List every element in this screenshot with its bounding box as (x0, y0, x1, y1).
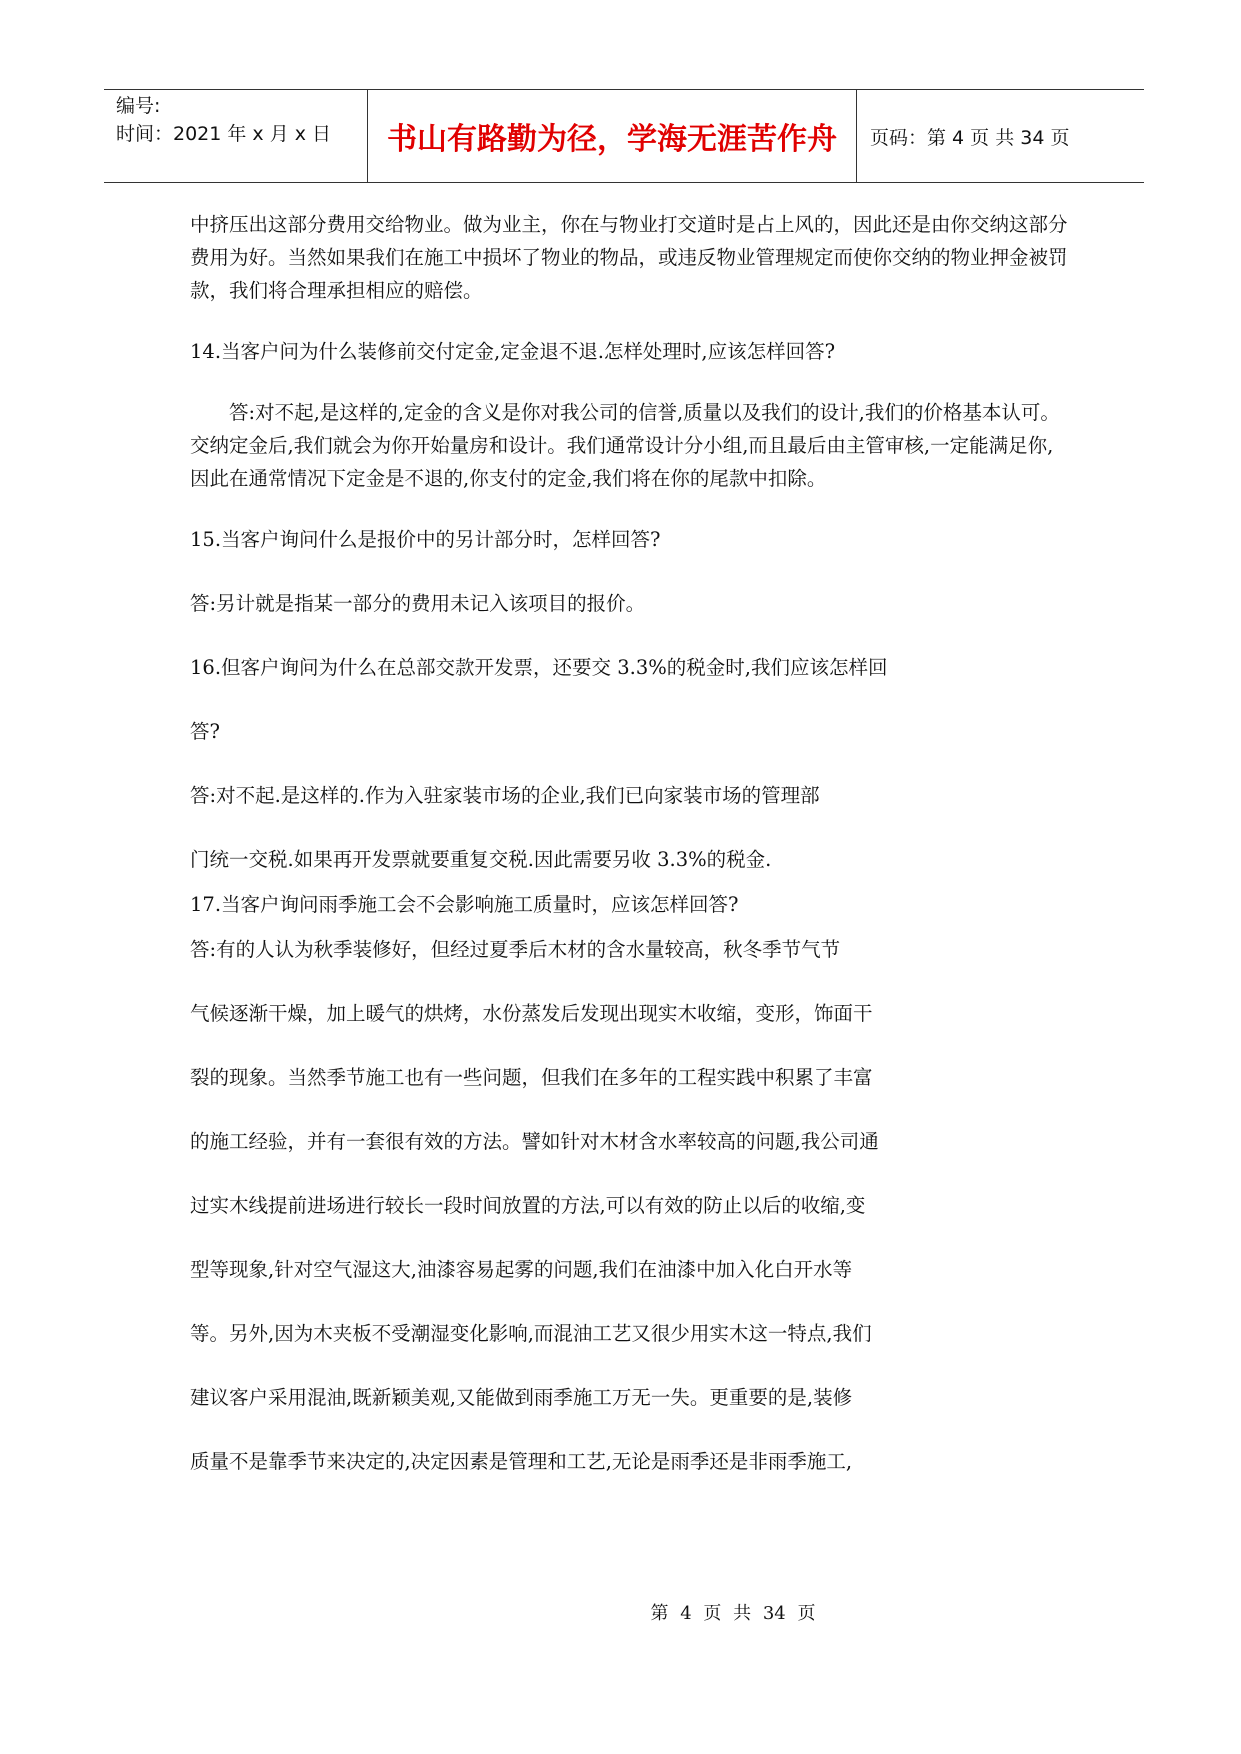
page-footer: 第 4 页 共 34 页 (650, 1603, 816, 1624)
header-meta (116, 92, 366, 148)
question-heading: 16.但客户询问为什么在总部交款开发票，还要交 3.3%的税金时,我们应该怎样回 (190, 656, 888, 679)
question-heading: 14.当客户问为什么装修前交付定金,定金退不退.怎样处理时,应该怎样回答? (190, 340, 836, 363)
question-heading-continued: 答? (190, 720, 220, 743)
answer-line: 质量不是靠季节来决定的,决定因素是管理和工艺,无论是雨季还是非雨季施工, (190, 1450, 853, 1473)
answer-paragraph: 答:另计就是指某一部分的费用未记入该项目的报价。 (190, 592, 646, 615)
paragraph: 中挤压出这部分费用交给物业。做为业主，你在与物业打交道时是占上风的，因此还是由你交纳这部分费用为好。当然如果我们在施工中损坏了物业的物品，或违反物业管理规定而使你交纳的物业押金被罚款，我们将合理承担相应的赔偿。 (190, 213, 1068, 302)
answer-line: 裂的现象。当然季节施工也有一些问题，但我们在多年的工程实践中积累了丰富 (190, 1066, 873, 1089)
answer-line: 答:对不起.是这样的.作为入驻家装市场的企业,我们已向家装市场的管理部 (190, 784, 820, 807)
header-divider (856, 90, 857, 182)
answer-line: 的施工经验，并有一套很有效的方法。譬如针对木材含水率较高的问题,我公司通 (190, 1130, 879, 1153)
document-number-label: 编号: (116, 95, 161, 117)
page-header (104, 89, 1144, 183)
header-page-number: 页码：第 4 页 共 34 页 (870, 126, 1070, 149)
document-time-label: 时间：2021 年 x 月 x 日 (116, 123, 332, 145)
answer-line: 等。另外,因为木夹板不受潮湿变化影响,而混油工艺又很少用实木这一特点,我们 (190, 1322, 872, 1345)
answer-line: 建议客户采用混油,既新颖美观,又能做到雨季施工万无一失。更重要的是,装修 (190, 1386, 853, 1409)
answer-line: 答:有的人认为秋季装修好，但经过夏季后木材的含水量较高，秋冬季节气节 (190, 938, 841, 961)
answer-line: 气候逐渐干燥，加上暖气的烘烤，水份蒸发后发现出现实木收缩，变形，饰面干 (190, 1002, 873, 1025)
answer-line: 过实木线提前进场进行较长一段时间放置的方法,可以有效的防止以后的收缩,变 (190, 1194, 866, 1217)
question-heading: 17.当客户询问雨季施工会不会影响施工质量时，应该怎样回答? (190, 893, 739, 916)
header-motto: 书山有路勤为径，学海无涯苦作舟 (387, 122, 837, 157)
document-body (190, 208, 1070, 1509)
question-heading: 15.当客户询问什么是报价中的另计部分时，怎样回答? (190, 528, 661, 551)
answer-paragraph: 答:对不起,是这样的,定金的含义是你对我公司的信誉,质量以及我们的设计,我们的价格基本认可。交纳定金后,我们就会为你开始量房和设计。我们通常设计分小组,而且最后由主管审核,一定能满足你,因此在通常情况下定金是不退的,你支付的定金,我们将在你的尾款中扣除。 (190, 401, 1060, 490)
answer-line: 型等现象,针对空气湿这大,油漆容易起雾的问题,我们在油漆中加入化白开水等 (190, 1258, 853, 1281)
answer-line: 门统一交税.如果再开发票就要重复交税.因此需要另收 3.3%的税金. (190, 848, 772, 871)
